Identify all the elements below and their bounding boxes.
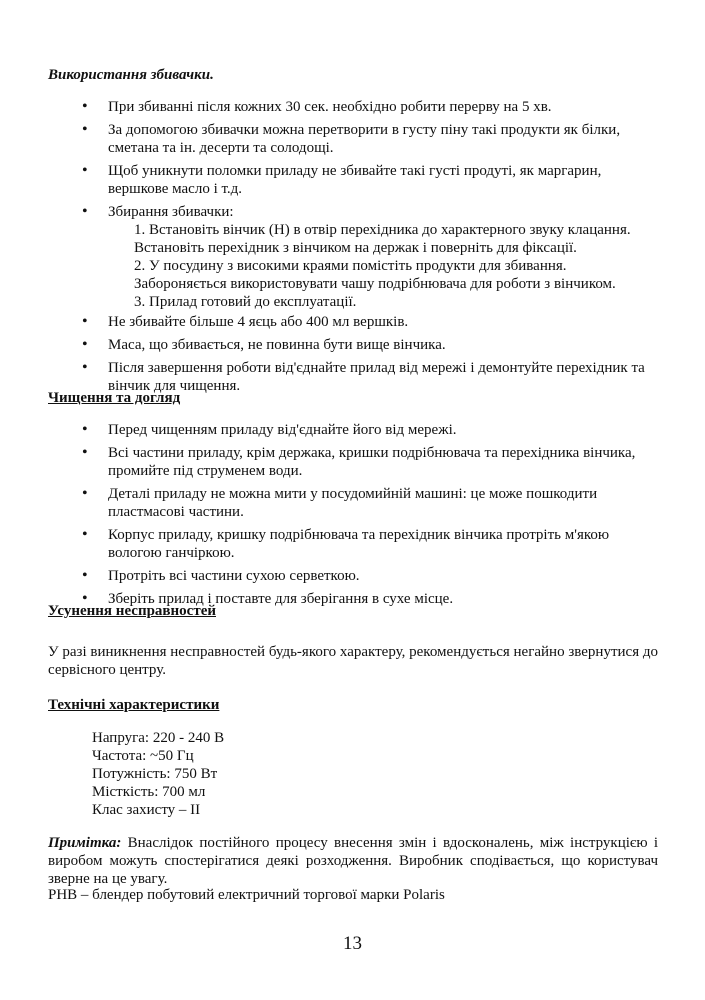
list-item: • При збиванні після кожних 30 сек. необхідно робити перерву на 5 хв. [82,98,662,116]
list-item [82,203,662,311]
spec-capacity: Місткість: 700 мл [92,784,206,800]
list-item: • Деталі приладу не можна мити у посудомийній машині: це може пошкодити пластмасові частини. [82,485,662,521]
specs-heading: Технічні характеристики [48,697,220,713]
whisk-usage-list [82,98,662,400]
whisk-usage-heading: Використання збивачки. [48,67,214,83]
assembly-label: • Збирання збивачки: [108,204,234,220]
list-item: • Після завершення роботи від'єднайте прилад від мережі і демонтуйте перехідник та вінчик для чищення. [82,359,662,395]
troubleshooting-text: У разі виникнення несправностей будь-якого характеру, рекомендується негайно звернутися до сервісного центру. [48,644,658,678]
note-paragraph [48,834,658,888]
assembly-step: 1. Встановіть вінчик (H) в отвір перехідника до характерного звуку клацання. [134,222,631,238]
cleaning-list [82,421,662,613]
cleaning-heading: Чищення та догляд [48,390,181,406]
list-item: • Щоб уникнути поломки приладу не збивайте такі густі продуті, як маргарин, вершкове масло і т.д. [82,162,662,198]
assembly-step: Забороняється використовувати чашу подрібнювача для роботи з вінчиком. [134,276,616,292]
assembly-step: 3. Прилад готовий до експлуатації. [134,294,357,310]
note-label: Примітка: [48,835,122,851]
spec-power: Потужність: 750 Вт [92,766,218,782]
product-footer-line: PHB – блендер побутовий електричний торгової марки Polaris [48,887,445,903]
list-item: • Маса, що збивається, не повинна бути вище вінчика. [82,336,662,354]
list-item: • За допомогою збивачки можна перетворити в густу піну такі продукти як білки, сметана та ін. десерти та солодощі. [82,121,662,157]
spec-protection-class: Клас захисту – II [92,802,201,818]
list-item: • Не збивайте більше 4 яєць або 400 мл вершків. [82,313,662,331]
list-item: • Протріть всі частини сухою серветкою. [82,567,662,585]
note-text: Внаслідок постійного процесу внесення змін і вдосконалень, між інструкцією і виробом можуть спостерігатися деякі розходження. Виробник сподівається, що користувач зверне на це увагу. [48,835,658,887]
list-item: • Всі частини приладу, крім держака, кришки подрібнювача та перехідника вінчика, промийте під струменем води. [82,444,662,480]
troubleshooting-heading: Усунення несправностей [48,603,216,619]
list-item: • Корпус приладу, кришку подрібнювача та перехідник вінчика протріть м'якою вологою ганчіркою. [82,526,662,562]
page-number: 13 [343,933,362,954]
spec-frequency: Частота: ~50 Гц [92,748,194,764]
assembly-step: Встановіть перехідник з вінчиком на держак і поверніть для фіксації. [134,240,577,256]
list-item: • Перед чищенням приладу від'єднайте його від мережі. [82,421,662,439]
assembly-step: 2. У посудину з високими краями помістіть продукти для збивання. [134,258,567,274]
list-item: • Зберіть прилад і поставте для зберігання в сухе місце. [82,590,662,608]
spec-voltage: Напруга: 220 - 240 В [92,730,225,746]
specs-list [92,729,224,819]
